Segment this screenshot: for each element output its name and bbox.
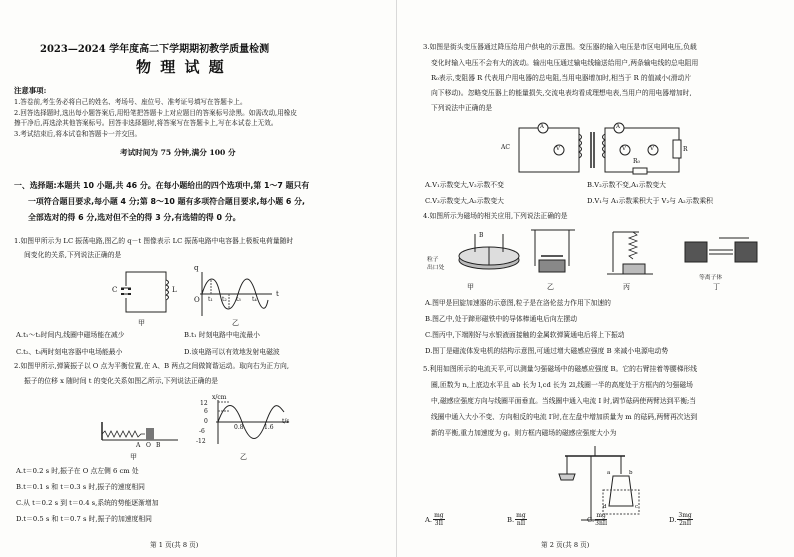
q4-stem: 4.如图所示为磁场的相关应用,下列说法正确的是 [423, 212, 568, 220]
q5-stem: 5.利用如图所示的电流天平,可以测量匀强磁场中的磁感应强度 B。它的右臂挂着等腰梯形线 [423, 365, 698, 373]
page-footer: 第 1 页(共 8 页) [150, 541, 199, 549]
time-info: 考试时间为 75 分钟,满分 100 分 [120, 148, 236, 157]
q1-option-d: D.该电路可以有效地发射电磁波 [184, 348, 280, 356]
q5-label-c: c [635, 504, 639, 510]
q4-label-bing: 丙 [623, 283, 630, 291]
right-page [397, 0, 794, 557]
q3-meter-v3: V [650, 146, 654, 152]
q5-stem: 线圈中通入大小不变、方向相反的电流 I′时,在左盘中增加质量为 m 的砝码,两臂再次达到 [431, 413, 698, 421]
fraction-numerator: mg [516, 512, 526, 519]
q4-option-d: D.图丁是磁流体发电机的结构示意图,可通过增大磁感应强度 B 来减小电源电动势 [425, 347, 669, 355]
q4-option-a: A.图甲是回旋加速器的示意图,粒子是在洛伦兹力作用下加速的 [425, 299, 611, 307]
fraction-numerator: mg [596, 512, 606, 519]
option-label: C. [587, 515, 595, 524]
q5-label-a: a [607, 470, 611, 476]
q1-option-b: B.t₁ 时刻电路中电流最小 [184, 331, 260, 339]
q2-stem: 2.如图甲所示,弹簧振子以 O 点为平衡位置,在 A、B 两点之间做简谐运动。取向右为正方向, [14, 362, 289, 370]
q2-label-t: t/s [282, 418, 290, 425]
q2-tick-08: 0.8 [234, 424, 244, 431]
section-line: 全部选对的得 6 分,选对但不全的得 3 分,有选错的得 0 分。 [28, 213, 241, 222]
q4-label-exit: 出口处 [427, 265, 445, 271]
q3-label-ac: AC [501, 144, 510, 151]
q4-label-jia: 甲 [467, 283, 474, 291]
q3-option-a: A.V₁示数变大,V₂示数不变 [425, 181, 504, 189]
notice-line: 2.回答选择题时,选出每小题答案后,用铅笔把答题卡上对应题目的答案标号涂黑。如需改动,用橡皮 [14, 109, 297, 117]
q2-tick-16: 1.6 [264, 424, 274, 431]
q3-stem: R₀表示,变阻器 R 代表用户用电器的总电阻,当用电器增加时,相当于 R 的值减小(滑动片 [431, 74, 692, 82]
q2-label-b: B [156, 442, 161, 449]
q5-label-d: d [603, 504, 607, 510]
q1-label-l: L [172, 286, 177, 294]
q1-label-t1: t₁ [208, 296, 213, 303]
q2-label-jia: 甲 [130, 453, 137, 461]
q1-stem: 1.如图甲所示为 LC 振荡电路,图乙的 q－t 图像表示 LC 振荡电路中电容器上极板电荷量随时 [14, 237, 294, 245]
q4-label-ding: 丁 [713, 283, 720, 291]
q3-stem: 变化时输入电压不会有大的波动。输出电压通过输电线输送给用户,两条输电线的总电阻用 [431, 59, 699, 67]
q5-stem: 新的平衡,重力加速度为 g。则方框内磁场的磁感应强度大小为 [431, 429, 617, 437]
q3-stem: 向下移动)。忽略变压器上的能量损失,交流电表均看成理想电表,当用户的用电器增加时, [431, 89, 692, 97]
q3-label-r: R [683, 146, 688, 153]
q1-option-c: C.t₂、t₃两时刻电容器中电场能最小 [16, 348, 123, 356]
q1-lc-circuit [116, 266, 176, 326]
q2-label-o: O [146, 442, 151, 449]
q4-option-c: C.图丙中,下端刚好与水银液面接触的金属软弹簧通电后将上下振动 [425, 331, 625, 339]
q3-meter-v1: V [556, 146, 560, 152]
q1-label-c: C [112, 286, 118, 294]
option-label: A. [425, 515, 433, 524]
q3-meter-a2: A [616, 124, 620, 130]
q3-option-c: C.V₃示数变大,A₂示数变大 [425, 197, 504, 205]
q3-stem: 3.如图是街头变压器通过降压给用户供电的示意图。变压器的输入电压是市区电网电压,负载 [423, 43, 697, 51]
page-footer: 第 2 页(共 8 页) [541, 541, 590, 549]
q3-label-r0: R₀ [633, 158, 640, 165]
notice-line: 1.答卷前,考生务必将自己的姓名、考场号、座位号、准考证号填写在答题卡上。 [14, 98, 247, 106]
q2-tick-m6: -6 [199, 428, 205, 435]
q3-stem: 下列说法中正确的是 [431, 104, 493, 112]
q4-option-b: B.图乙中,处于蹄形磁铁中的导体棒通电后向左摆动 [425, 315, 578, 323]
q1-label-t: t [276, 290, 279, 298]
q2-label-a: A [136, 442, 141, 449]
q2-tick-12: 12 [200, 400, 208, 407]
q1-stem: 间变化的关系,下列说法正确的是 [24, 251, 122, 259]
q1-label-q: q [194, 264, 199, 272]
q1-label-t3: t₃ [236, 296, 241, 303]
option-label: D. [669, 515, 677, 524]
subject-title: 物 理 试 题 [136, 58, 226, 76]
q4-label-yi: 乙 [547, 283, 554, 291]
option-label: B. [507, 515, 515, 524]
q1-label-o: O [194, 296, 200, 304]
q2-option-c: C.从 t＝0.2 s 到 t＝0.4 s,系统的势能逐渐增加 [16, 499, 159, 507]
q4-fig-mhd-generator [679, 236, 765, 272]
q2-tick-6: 6 [204, 408, 208, 415]
q5-label-b: b [629, 470, 633, 476]
q5-option-b [507, 512, 527, 527]
fraction-denominator: nIl [516, 520, 525, 527]
q1-label-jia: 甲 [138, 319, 145, 327]
q1-label-t4: t₄ [252, 296, 257, 303]
exam-title: 2023—2024 学年度高二下学期期初教学质量检测 [40, 44, 270, 55]
q4-fig-spring-mercury [603, 226, 657, 278]
q2-tick-m12: -12 [196, 438, 206, 445]
q2-xt-graph [212, 398, 292, 446]
fraction-denominator: 2nIl [679, 520, 692, 527]
q3-option-d: D.V₁与 A₁示数乘积大于 V₂与 A₂示数乘积 [587, 197, 713, 205]
q5-stem: 中,磁感应强度方向与线圈平面垂直。当线圈中通入电流 I 时,调节砝码使两臂达到平衡;当 [431, 397, 697, 405]
q2-option-b: B.t＝0.1 s 和 t＝0.3 s 时,振子的速度相同 [16, 483, 145, 491]
notice-line: 3.考试结束后,将本试卷和答题卡一并交回。 [14, 130, 142, 138]
fraction-denominator: 3Il [434, 520, 443, 527]
q4-fig-cyclotron [449, 232, 525, 278]
q2-label-yi: 乙 [240, 453, 247, 461]
q4-label-b: B [479, 232, 484, 239]
q1-label-t2: t₂ [222, 296, 227, 303]
section-line: 一项符合题目要求,每小题 4 分;第 8～10 题有多项符合题目要求,每小题 6 分, [28, 197, 306, 206]
q4-fig-horseshoe-magnet [525, 226, 581, 278]
q2-option-a: A.t＝0.2 s 时,振子在 O 点左侧 6 cm 处 [16, 467, 139, 475]
q5-option-d [669, 512, 693, 527]
q5-stem: 圈,匝数为 n,上底边水平且 ab 长为 l,cd 长为 2l,线圈一半的高度处于方框内的匀强磁场 [431, 381, 693, 389]
q1-qt-graph [196, 270, 276, 320]
q3-option-b: B.V₂示数不变,A₁示数变大 [587, 181, 666, 189]
q3-meter-v2: V [622, 146, 626, 152]
q2-option-d: D.t＝0.5 s 和 t＝0.7 s 时,振子的加速度相同 [16, 515, 152, 523]
q1-option-a: A.t₁～t₂时间内,线圈中磁场能在减少 [16, 331, 125, 339]
q2-label-x: x/cm [212, 394, 227, 401]
q1-label-yi: 乙 [232, 319, 239, 327]
q5-option-a [425, 512, 445, 527]
fraction-numerator: mg [434, 512, 444, 519]
q4-label-plasma: 等离子体 [699, 275, 723, 281]
notice-line: 擦干净后,再选涂其他答案标号。回答非选择题时,将答案写在答题卡上,写在本试卷上无效。 [14, 119, 278, 127]
q3-transformer-circuit [507, 120, 687, 180]
q2-tick-0: 0 [204, 418, 208, 425]
fraction-denominator: 3nIl [595, 520, 608, 527]
q4-label-particle: 粒子 [427, 257, 439, 263]
q3-meter-a1: A [540, 124, 544, 130]
q2-stem: 振子的位移 x 随时间 t 的变化关系如图乙所示,下列说法正确的是 [24, 377, 219, 385]
q5-option-c [587, 512, 607, 527]
fraction-numerator: 3mg [678, 512, 692, 519]
section-line: 一、选择题:本题共 10 小题,共 46 分。在每小题给出的四个选项中,第 1～7 题只有 [14, 181, 310, 190]
notice-heading: 注意事项: [14, 86, 47, 95]
